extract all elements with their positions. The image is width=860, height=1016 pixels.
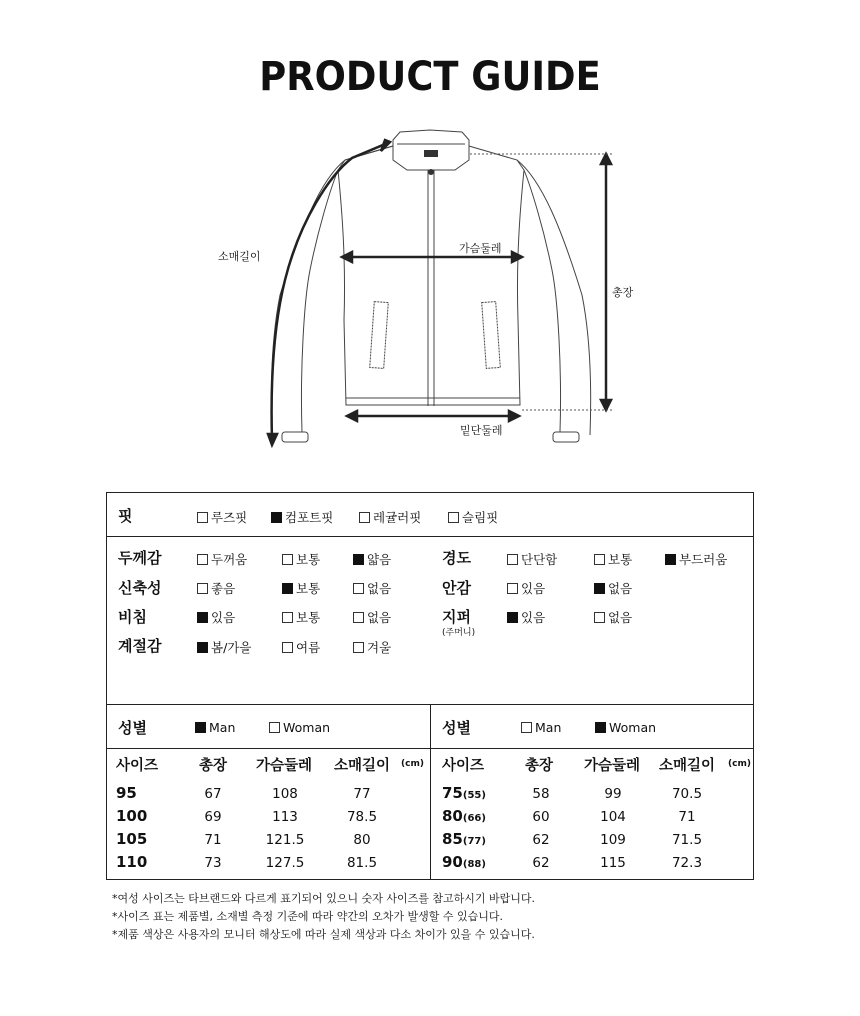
fit-row [107,493,753,537]
checkbox-checked [594,583,605,594]
unit-label: (cm) [401,759,424,769]
checkbox-unchecked [448,512,459,523]
fit-label: 핏 [118,507,133,525]
length-cell: 62 [532,832,550,848]
fit-option-regular: 레귤러핏 [359,508,421,526]
size-cell: 80(66) [442,807,486,825]
checkbox-unchecked [594,554,605,565]
lining-label: 안감 [442,579,471,597]
chest-cell: 99 [604,786,622,802]
hardness-option: 단단함 [507,550,557,568]
fit-option-loose: 루즈핏 [197,508,247,526]
properties-section [107,537,753,705]
thickness-option: 보통 [282,550,320,568]
length-cell: 62 [532,855,550,871]
checkbox-checked [195,722,206,733]
thickness-option: 얇음 [353,550,391,568]
checkbox-checked [197,642,208,653]
checkbox-checked [197,612,208,623]
thickness-option: 두꺼움 [197,550,247,568]
length-cell: 71 [204,832,222,848]
checkbox-checked [282,583,293,594]
sleeve-cell: 71 [678,809,696,825]
header-sleeve: 소매길이 [334,758,391,774]
length-cell: 60 [532,809,550,825]
chest-cell: 113 [272,809,298,825]
checkbox-unchecked [269,722,280,733]
zipper-label: 지퍼 [442,608,471,626]
checkbox-unchecked [353,583,364,594]
total-length-label: 총장 [612,286,634,299]
zipper-sub-label: (주머니) [442,628,476,638]
sleeve-cell: 78.5 [346,809,378,825]
header-size: 사이즈 [116,758,159,774]
men-gender-label: 성별 [118,719,147,737]
zipper-option: 있음 [507,608,545,626]
elasticity-option: 좋음 [197,579,235,597]
jacket-diagram [0,120,860,460]
length-cell: 67 [204,786,222,802]
checkbox-unchecked [507,583,518,594]
season-option: 겨울 [353,638,391,656]
checkbox-unchecked [353,612,364,623]
men-gender-man: Man [195,720,235,735]
checkbox-unchecked [197,512,208,523]
chest-cell: 109 [600,832,626,848]
header-length: 총장 [199,758,228,774]
sheerness-label: 비침 [118,608,147,626]
men-gender-woman: Woman [269,720,330,735]
checkbox-unchecked [359,512,370,523]
thickness-label: 두께감 [118,549,162,567]
header-chest: 가슴둘레 [584,758,641,774]
checkbox-checked [271,512,282,523]
sleeve-cell: 81.5 [346,855,378,871]
size-cell: 110 [116,853,148,871]
checkbox-checked [353,554,364,565]
size-cell: 100 [116,807,148,825]
hardness-option: 부드러움 [665,550,727,568]
women-gender-woman: Woman [595,720,656,735]
chest-cell: 108 [272,786,298,802]
sleeve-cell: 72.3 [671,855,703,871]
sheerness-option: 있음 [197,608,235,626]
length-cell: 73 [204,855,222,871]
sleeve-length-label: 소매길이 [218,250,261,263]
unit-label: (cm) [728,759,751,769]
size-cell: 95 [116,784,137,802]
fit-option-comfort: 컴포트핏 [271,508,333,526]
fit-option-slim: 슬림핏 [448,508,498,526]
checkbox-unchecked [282,642,293,653]
checkbox-unchecked [507,554,518,565]
checkbox-checked [595,722,606,733]
checkbox-unchecked [197,583,208,594]
sleeve-cell: 70.5 [671,786,703,802]
page-title: PRODUCT GUIDE [259,54,601,100]
column-divider [430,705,431,880]
checkbox-unchecked [353,642,364,653]
chest-cell: 121.5 [265,832,305,848]
chest-cell: 115 [600,855,626,871]
checkbox-unchecked [282,554,293,565]
hardness-label: 경도 [442,549,471,567]
women-gender-man: Man [521,720,561,735]
header-sleeve: 소매길이 [659,758,716,774]
checkbox-unchecked [521,722,532,733]
checkbox-checked [507,612,518,623]
sleeve-cell: 80 [353,832,371,848]
season-label: 계절감 [118,637,162,655]
elasticity-option: 보통 [282,579,320,597]
lining-option: 있음 [507,579,545,597]
elasticity-label: 신축성 [118,579,162,597]
product-guide-table [106,492,754,880]
checkbox-unchecked [197,554,208,565]
season-option: 여름 [282,638,320,656]
chest-cell: 104 [600,809,626,825]
note-line: *사이즈 표는 제품별, 소재별 측정 기준에 따라 약간의 오차가 발생할 수 있습니다. [112,910,503,923]
size-cell: 75(55) [442,784,486,802]
women-gender-label: 성별 [442,719,471,737]
lining-option: 없음 [594,579,632,597]
jacket-illustration [0,120,860,460]
chest-cell: 127.5 [265,855,305,871]
checkbox-unchecked [282,612,293,623]
zipper-option: 없음 [594,608,632,626]
notes [112,890,535,944]
hem-label: 밑단둘레 [460,424,503,437]
header-length: 총장 [525,758,554,774]
sheerness-option: 없음 [353,608,391,626]
checkbox-checked [665,554,676,565]
note-line: *제품 색상은 사용자의 모니터 해상도에 따라 실제 색상과 다소 차이가 있을 수 있습니다. [112,928,535,941]
sleeve-cell: 77 [353,786,371,802]
length-cell: 58 [532,786,550,802]
header-size: 사이즈 [442,758,485,774]
size-cell: 90(88) [442,853,486,871]
season-option: 봄/가을 [197,638,251,656]
size-cell: 85(77) [442,830,486,848]
sleeve-cell: 71.5 [671,832,703,848]
hardness-option: 보통 [594,550,632,568]
chest-label: 가슴둘레 [459,242,502,255]
sheerness-option: 보통 [282,608,320,626]
elasticity-option: 없음 [353,579,391,597]
length-cell: 69 [204,809,222,825]
header-chest: 가슴둘레 [256,758,313,774]
size-cell: 105 [116,830,148,848]
checkbox-unchecked [594,612,605,623]
note-line: *여성 사이즈는 타브랜드와 다르게 표기되어 있으니 숫자 사이즈를 참고하시기 바랍니다. [112,892,535,905]
